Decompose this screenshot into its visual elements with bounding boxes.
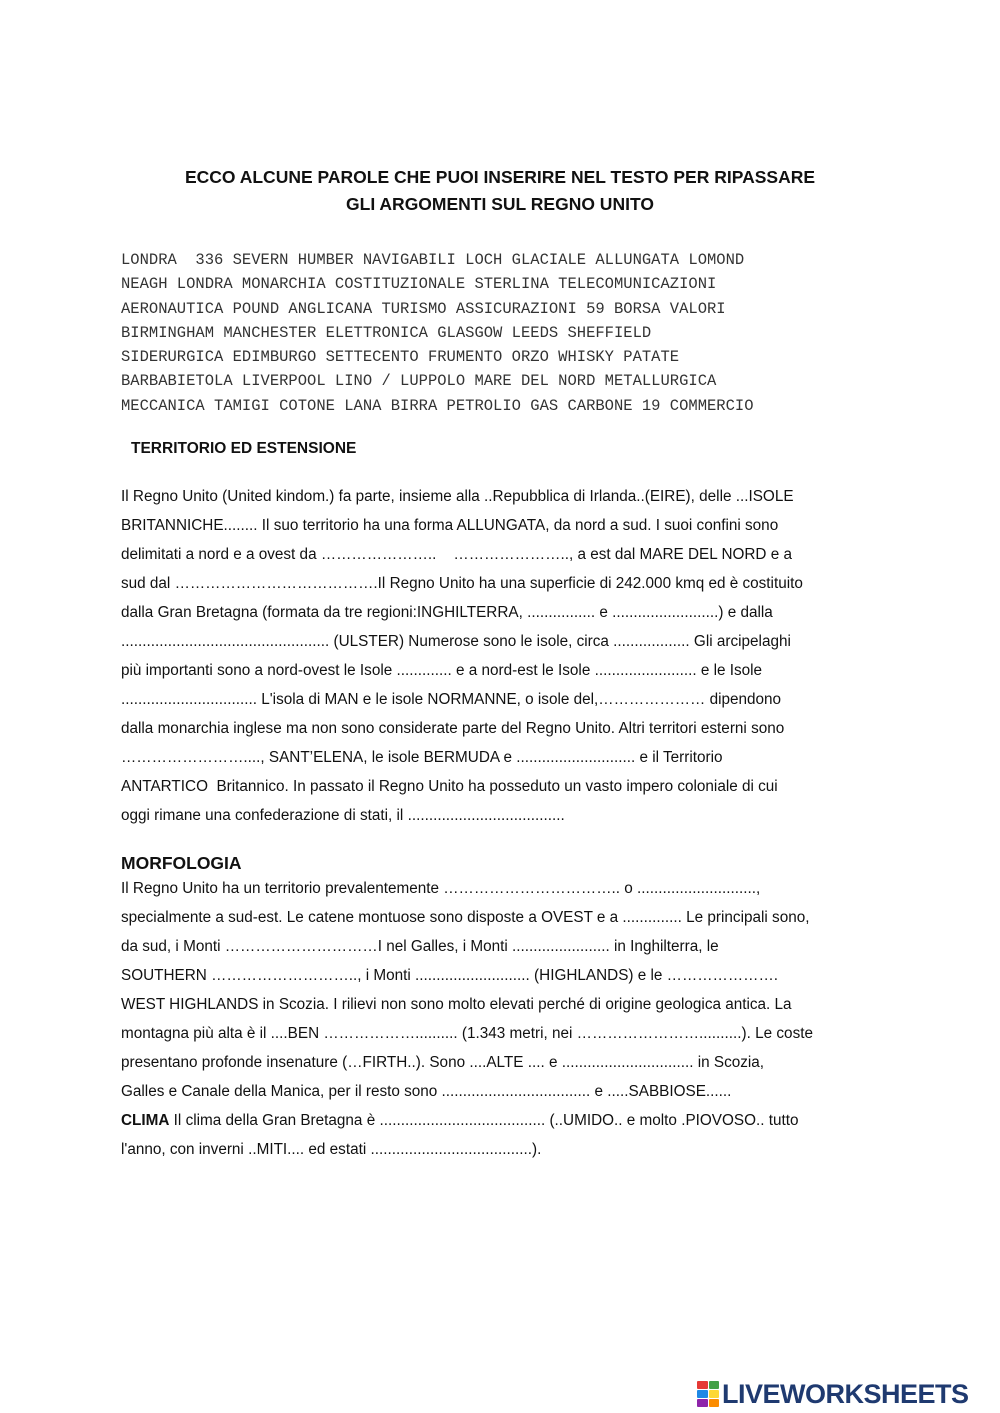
text-line: più importanti sono a nord-ovest le Isole ............. e a nord-est le Isole ........................ e le Isole xyxy=(121,662,763,679)
morfologia-paragraph xyxy=(121,874,901,1164)
liveworksheets-logo xyxy=(697,1377,969,1411)
text-line: dalla Gran Bretagna (formata da tre regioni:INGHILTERRA, ................ e .........................) e dalla xyxy=(121,604,773,621)
text-line: oggi rimane una confederazione di stati, il ..................................... xyxy=(121,807,565,824)
title-line-2: GLI ARGOMENTI SUL REGNO UNITO xyxy=(346,194,654,214)
text-line: Galles e Canale della Manica, per il resto sono ................................... e .....SABBIOSE...... xyxy=(121,1083,732,1100)
clima-line xyxy=(121,1106,901,1135)
word-bank-line: BIRMINGHAM MANCHESTER ELETTRONICA GLASGOW LEEDS SHEFFIELD xyxy=(121,323,652,342)
text-line: montagna più alta è il ....BEN ……………….......... (1.343 metri, nei ……………………..........). Le coste xyxy=(121,1025,813,1042)
clima-label: CLIMA xyxy=(121,1112,170,1129)
text-line: presentano profonde insenature (…FIRTH..). Sono ....ALTE .... e ............................... in Scozia, xyxy=(121,1054,765,1071)
word-bank-line: LONDRA 336 SEVERN HUMBER NAVIGABILI LOCH GLACIALE ALLUNGATA LOMOND xyxy=(121,251,745,269)
section-heading-territorio: TERRITORIO ED ESTENSIONE xyxy=(131,440,357,457)
word-bank xyxy=(121,248,921,418)
word-bank-line: NEAGH LONDRA MONARCHIA COSTITUZIONALE STERLINA TELECOMUNICAZIONI xyxy=(121,275,717,294)
text-line: ANTARTICO Britannico. In passato il Regno Unito ha posseduto un vasto impero coloniale di cui xyxy=(121,778,778,795)
text-line: ................................ L'isola di MAN e le isole NORMANNE, o isole del,………………… dipendono xyxy=(121,691,782,708)
text-line: ……………………...., SANT’ELENA, le isole BERMUDA e ............................ e il Territorio xyxy=(121,749,723,766)
clima-text: Il clima della Gran Bretagna è ....................................... (..UMIDO.. e molto .PIOVOSO.. tutto xyxy=(169,1112,799,1129)
liveworksheets-logo-text: LIVEWORKSHEETS xyxy=(722,1378,969,1409)
title-line-1: ECCO ALCUNE PAROLE CHE PUOI INSERIRE NEL TESTO PER RIPASSARE xyxy=(184,167,816,187)
section-heading-morfologia: MORFOLOGIA xyxy=(121,853,242,873)
text-line: specialmente a sud-est. Le catene montuose sono disposte a OVEST e a .............. Le principali sono, xyxy=(121,909,810,926)
territorio-paragraph xyxy=(121,482,901,830)
text-line: l'anno, con inverni ..MITI.... ed estati ......................................). xyxy=(121,1141,542,1158)
text-line: sud dal ………………………………….Il Regno Unito ha una superficie di 242.000 kmq ed è costituito xyxy=(121,575,803,592)
word-bank-line: SIDERURGICA EDIMBURGO SETTECENTO FRUMENTO ORZO WHISKY PATATE xyxy=(121,348,680,367)
text-line: delimitati a nord e a ovest da ………………….. ………………….., a est dal MARE DEL NORD e a xyxy=(121,546,792,563)
word-bank-line: AERONAUTICA POUND ANGLICANA TURISMO ASSICURAZIONI 59 BORSA VALORI xyxy=(121,299,726,318)
word-bank-line: MECCANICA TAMIGI COTONE LANA BIRRA PETROLIO GAS CARBONE 19 COMMERCIO xyxy=(121,396,754,415)
text-line: WEST HIGHLANDS in Scozia. I rilievi non sono molto elevati perché di origine geologica antica. La xyxy=(121,996,792,1013)
text-line: Il Regno Unito (United kindom.) fa parte, insieme alla ..Repubblica di Irlanda..(EIRE), delle ...ISOLE xyxy=(121,488,794,505)
text-line: ................................................. (ULSTER) Numerose sono le isole, circa .................. Gli arcipelaghi xyxy=(121,633,791,650)
text-line: da sud, i Monti …………………………I nel Galles, i Monti ....................... in Inghilterra, le xyxy=(121,938,719,955)
word-bank-line: BARBABIETOLA LIVERPOOL LINO / LUPPOLO MARE DEL NORD METALLURGICA xyxy=(121,372,717,391)
liveworksheets-logo-icon xyxy=(697,1381,719,1407)
text-line: SOUTHERN ……………………….., i Monti ........................... (HIGHLANDS) e le …………………. xyxy=(121,967,778,984)
text-line: dalla monarchia inglese ma non sono considerate parte del Regno Unito. Altri territori esterni sono xyxy=(121,720,785,737)
text-line: Il Regno Unito ha un territorio prevalentemente …………………………….. o ............................, xyxy=(121,880,761,897)
text-line: BRITANNICHE........ Il suo territorio ha una forma ALLUNGATA, da nord a sud. I suoi confini sono xyxy=(121,517,779,534)
worksheet-title xyxy=(100,164,900,218)
